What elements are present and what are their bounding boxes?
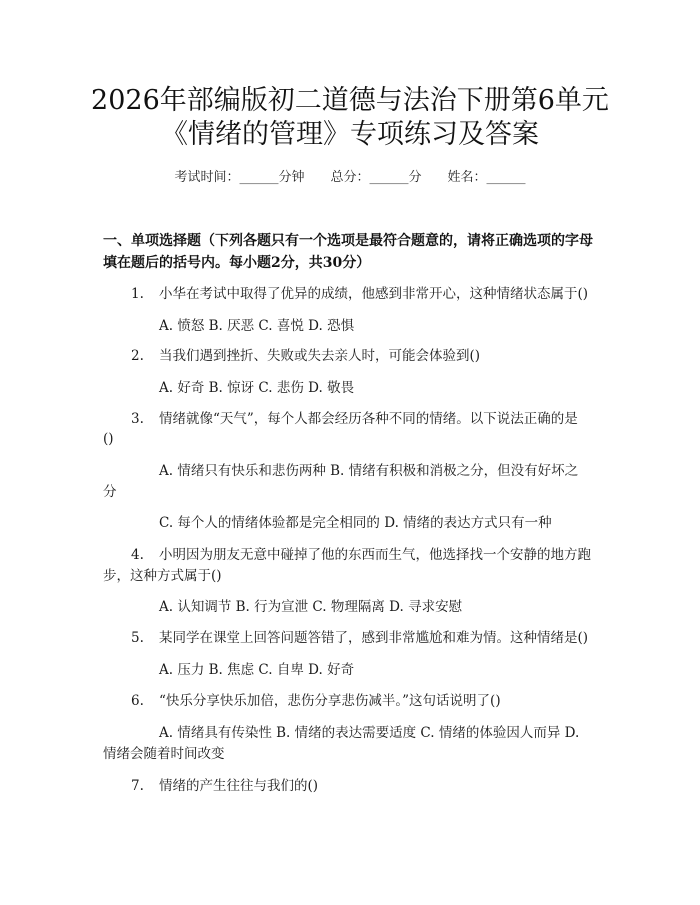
question-options: C. 每个人的情绪体验都是完全相同的 D. 情绪的表达方式只有一种 — [159, 515, 552, 531]
section-heading-line-1: 一、单项选择题（下列各题只有一个选项是最符合题意的，请将正确选项的字母 — [103, 233, 593, 249]
title-line-1: 2026年部编版初二道德与法治下册第6单元 — [91, 85, 609, 116]
question-options: A. 愤怒 B. 厌恶 C. 喜悦 D. 恐惧 — [159, 318, 355, 334]
question-number: 4. — [131, 547, 144, 563]
question-number: 6. — [131, 693, 144, 709]
exam-time: 考试时间：______分钟 — [174, 170, 305, 185]
section-heading-line-2: 填在题后的括号内。每小题2分，共30分） — [103, 255, 371, 271]
student-name: 姓名：______ — [447, 170, 526, 185]
question-stem-continued: 步，这种方式属于() — [103, 568, 222, 584]
question-stem: 小明因为朋友无意中碰掉了他的东西而生气，他选择找一个安静的地方跑 — [159, 547, 591, 563]
title-line-2: 《情绪的管理》专项练习及答案 — [161, 119, 539, 150]
question-options: A. 认知调节 B. 行为宣泄 C. 物理隔离 D. 寻求安慰 — [159, 599, 463, 615]
question-options: A. 压力 B. 焦虑 C. 自卑 D. 好奇 — [159, 662, 355, 678]
question-options-continued: 分 — [103, 484, 117, 500]
question-options: A. 情绪具有传染性 B. 情绪的表达需要适度 C. 情绪的体验因人而异 D. — [159, 725, 580, 741]
total-score: 总分：______分 — [330, 170, 422, 185]
question-number: 5. — [131, 630, 144, 646]
question-number: 7. — [131, 778, 144, 794]
exam-info — [0, 168, 700, 188]
question-number: 1. — [131, 286, 144, 302]
question-stem-continued: () — [103, 431, 114, 447]
question-options-continued: 情绪会随着时间改变 — [103, 746, 225, 762]
question-stem: 小华在考试中取得了优异的成绩，他感到非常开心，这种情绪状态属于() — [159, 286, 589, 302]
question-stem: 情绪就像“天气”，每个人都会经历各种不同的情绪。以下说法正确的是 — [159, 411, 578, 427]
question-options: A. 好奇 B. 惊讶 C. 悲伤 D. 敬畏 — [159, 380, 355, 396]
question-number: 3. — [131, 411, 144, 427]
question-stem: 情绪的产生往往与我们的() — [159, 778, 319, 794]
question-stem: “快乐分享快乐加倍，悲伤分享悲伤减半。”这句话说明了() — [159, 693, 501, 709]
question-number: 2. — [131, 348, 144, 364]
question-options: A. 情绪只有快乐和悲伤两种 B. 情绪有积极和消极之分，但没有好坏之 — [159, 463, 579, 479]
question-stem: 某同学在课堂上回答问题答错了，感到非常尴尬和难为情。这种情绪是() — [159, 630, 589, 646]
question-stem: 当我们遇到挫折、失败或失去亲人时，可能会体验到() — [159, 348, 481, 364]
